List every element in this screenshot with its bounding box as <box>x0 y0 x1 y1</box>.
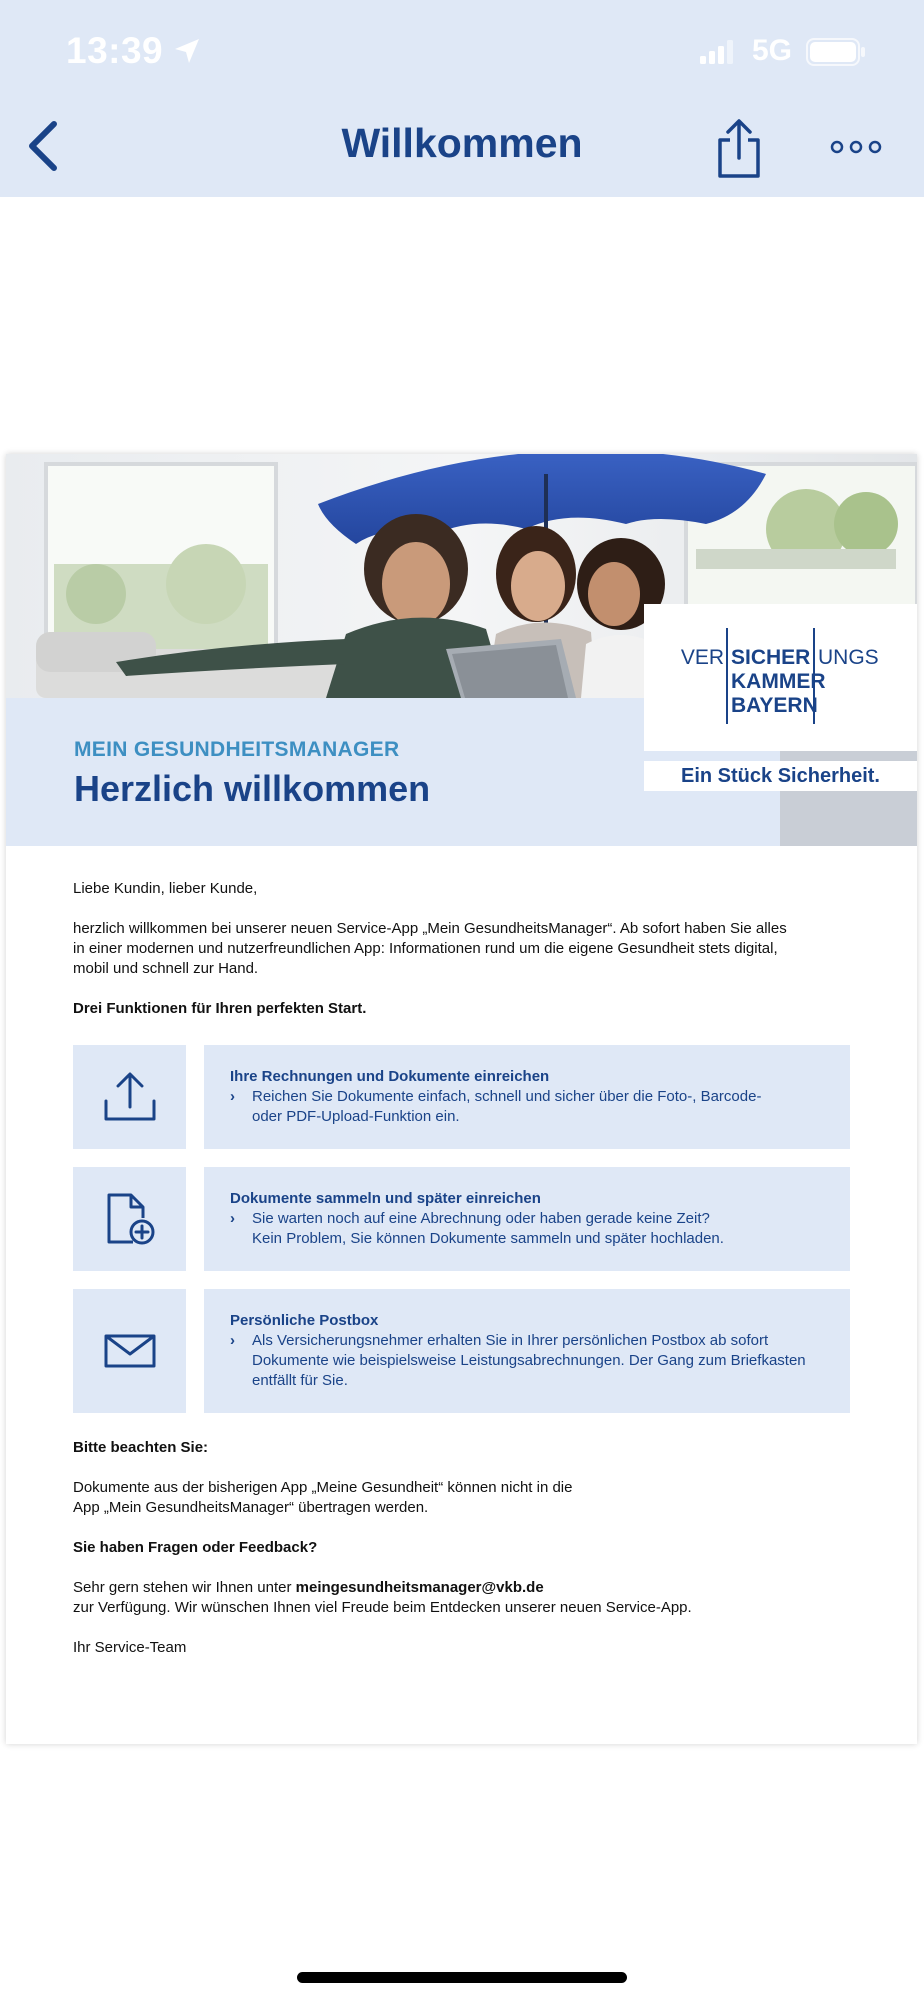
contact-line-2: zur Verfügung. Wir wünschen Ihnen viel Freude beim Entdecken unserer neuen Service-App. <box>73 1599 692 1616</box>
notice-line-1: Dokumente aus der bisherigen App „Meine Gesundheit“ können nicht in die <box>73 1479 573 1496</box>
feature-2 <box>204 1167 850 1271</box>
document-title: Herzlich willkommen <box>74 768 431 809</box>
location-arrow-icon <box>172 36 202 66</box>
feature-1-line-2: oder PDF-Upload-Funktion ein. <box>252 1108 460 1125</box>
intro-line-1: herzlich willkommen bei unserer neuen Service-App „Mein GesundheitsManager“. Ab sofort haben Sie alles <box>73 920 787 937</box>
document-subtitle: MEIN GESUNDHEITSMANAGER <box>74 738 400 761</box>
feature-1-line-1: Reichen Sie Dokumente einfach, schnell und sicher über die Foto-, Barcode- <box>252 1088 762 1105</box>
vkb-logo <box>644 604 917 751</box>
status-time: 13:39 <box>66 30 164 71</box>
feature-2-line-2: Kein Problem, Sie können Dokumente sammeln und später hochladen. <box>252 1230 724 1247</box>
notice-heading: Bitte beachten Sie: <box>73 1439 209 1456</box>
feature-3-icon-box <box>73 1289 186 1413</box>
battery-icon <box>806 38 866 66</box>
feature-2-bullet: › <box>230 1210 235 1227</box>
feature-3 <box>204 1289 850 1413</box>
feature-3-line-3: entfällt für Sie. <box>252 1372 348 1389</box>
logo-text-sicher: SICHER <box>731 646 811 669</box>
logo-text-ungs: UNGS <box>818 646 879 669</box>
feature-3-bullet: › <box>230 1332 235 1349</box>
feature-3-title: Persönliche Postbox <box>230 1312 379 1329</box>
feature-2-line-1: Sie warten noch auf eine Abrechnung oder haben gerade keine Zeit? <box>252 1210 710 1227</box>
document-header <box>6 454 917 846</box>
upload-icon <box>104 1071 156 1123</box>
feature-2-icon-box <box>73 1167 186 1271</box>
nav-title: Willkommen <box>341 120 583 166</box>
contact-prefix: Sehr gern stehen wir Ihnen unter <box>73 1579 296 1596</box>
logo-text-bayern: BAYERN <box>731 694 818 717</box>
welcome-document <box>6 454 917 1744</box>
share-icon[interactable] <box>716 118 762 180</box>
envelope-icon <box>104 1334 156 1368</box>
intro-line-2: in einer modernen und nutzerfreundlichen App: Informationen rund um die eigene Gesundheit stets digital, <box>73 940 778 957</box>
network-label: 5G <box>752 34 793 67</box>
feature-1 <box>204 1045 850 1149</box>
feature-1-title: Ihre Rechnungen und Dokumente einreichen <box>230 1068 550 1085</box>
greeting: Liebe Kundin, lieber Kunde, <box>73 880 258 897</box>
feature-3-line-2: Dokumente wie beispielsweise Leistungsabrechnungen. Der Gang zum Briefkasten <box>252 1352 806 1369</box>
signature: Ihr Service-Team <box>73 1639 187 1656</box>
functions-heading: Drei Funktionen für Ihren perfekten Start. <box>73 1000 367 1017</box>
home-indicator[interactable] <box>297 1972 627 1983</box>
logo-text-ver: VER <box>680 646 724 669</box>
feature-2-title: Dokumente sammeln und später einreichen <box>230 1190 541 1207</box>
intro-line-3: mobil und schnell zur Hand. <box>73 960 259 977</box>
contact-email[interactable]: meingesundheitsmanager@vkb.de <box>295 1579 544 1596</box>
document-add-icon <box>105 1192 155 1246</box>
top-bar <box>0 0 924 197</box>
feature-1-icon-box <box>73 1045 186 1149</box>
feature-3-line-1: Als Versicherungsnehmer erhalten Sie in Ihrer persönlichen Postbox ab sofort <box>252 1332 769 1349</box>
notice-line-2: App „Mein GesundheitsManager“ übertragen werden. <box>73 1499 429 1516</box>
contact-line-1 <box>73 1578 544 1598</box>
more-icon[interactable] <box>830 138 882 156</box>
signal-icon <box>700 40 734 64</box>
questions-heading: Sie haben Fragen oder Feedback? <box>73 1539 318 1556</box>
logo-text-kammer: KAMMER <box>731 670 826 693</box>
slogan: Ein Stück Sicherheit. <box>644 761 917 791</box>
feature-1-bullet: › <box>230 1088 235 1105</box>
